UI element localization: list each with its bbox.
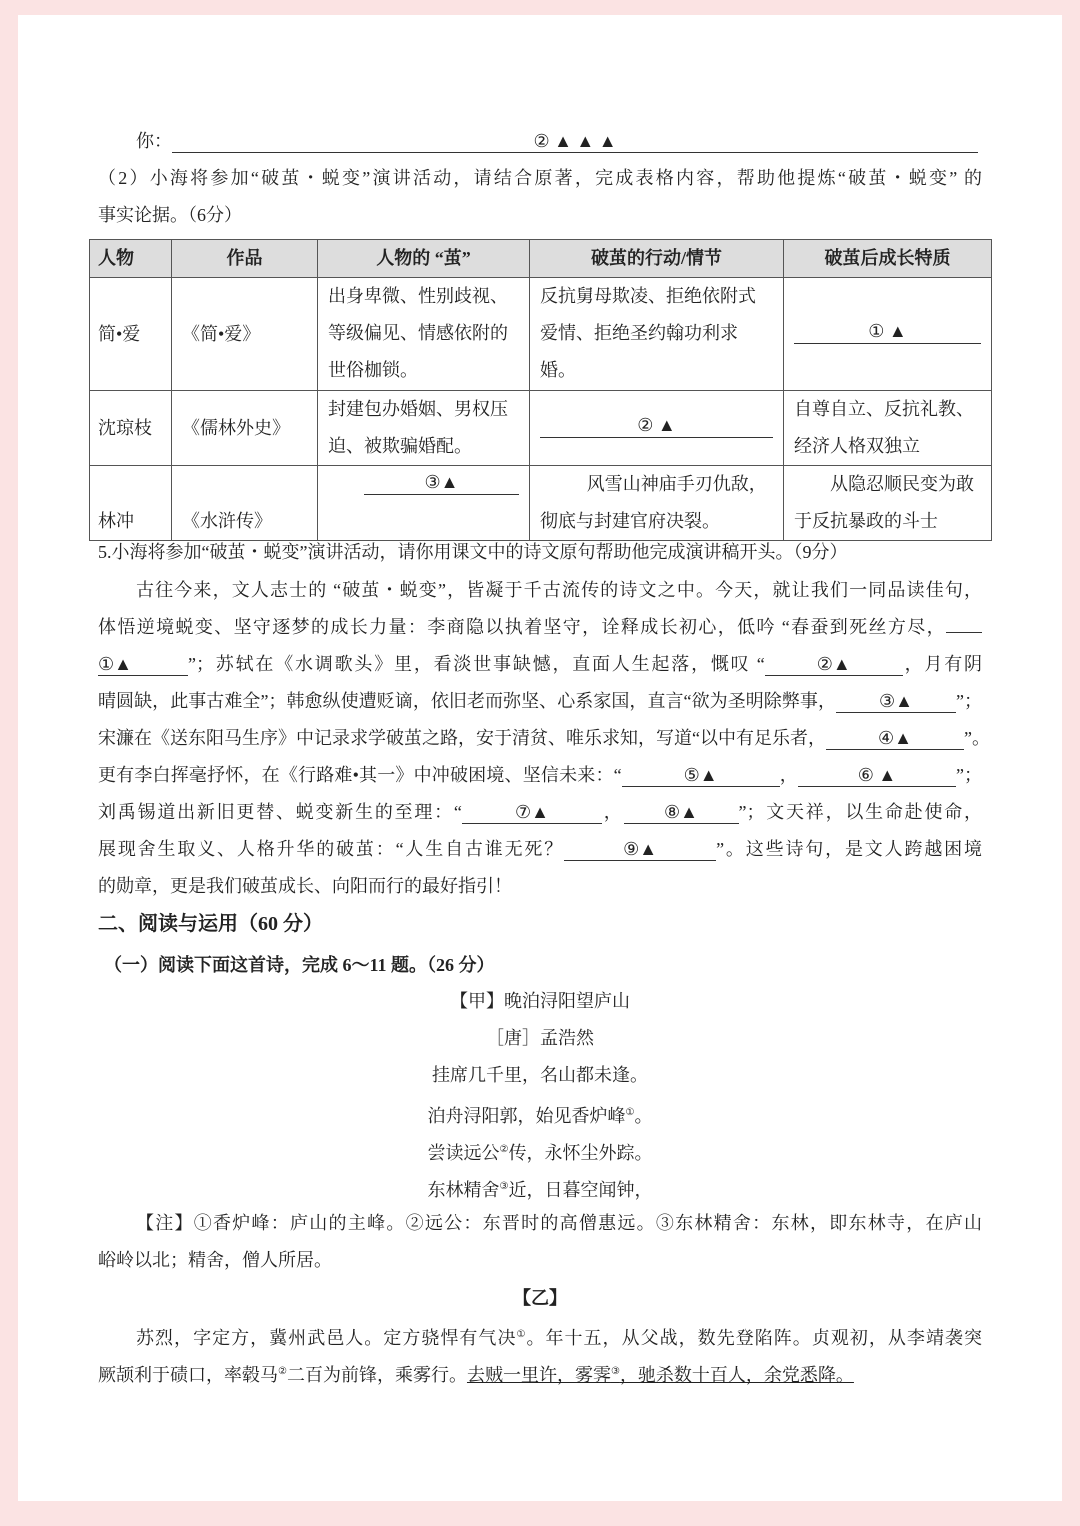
breaking-cocoon-table — [89, 239, 992, 541]
footnote-marker: ① — [625, 1107, 635, 1118]
cell-action — [530, 391, 784, 466]
answer-blank-8[interactable]: ⑧▲ — [624, 801, 739, 824]
q5-text: 体悟逆境蜕变、坚守逐梦的成长力量：李商隐以执着坚守，诠释成长初心，低吟 “春蚕到死丝方尽， — [98, 617, 946, 637]
table-row — [90, 466, 992, 541]
table-header-row — [90, 240, 992, 278]
passage-text: 二百为前锋，乘雾行。 — [286, 1365, 467, 1386]
poem-text: 。 — [634, 1106, 653, 1127]
underlined-sentence — [467, 1365, 854, 1386]
footnote-marker: ① — [516, 1329, 527, 1340]
cell-cocoon: 出身卑微、性别歧视、等级偏见、情感依附的世俗枷锁。 — [318, 278, 530, 391]
q5-line — [98, 652, 982, 676]
poem-line — [98, 1138, 982, 1162]
q5-line: 古往今来，文人志士的 “破茧・蜕变”，皆凝于千古流传的诗文之中。今天，就让我们一同品读佳句， — [136, 580, 982, 600]
answer-blank-2[interactable]: ②▲ — [765, 653, 903, 676]
poem-title: 【甲】晚泊浔阳望庐山 — [450, 991, 630, 1011]
q5-line — [98, 726, 990, 750]
cell-action: 风雪山神庙手刃仇敌，彻底与封建官府决裂。 — [530, 466, 784, 541]
cell-work: 《简•爱》 — [172, 278, 318, 391]
cell-action: 反抗舅母欺凌、拒绝依附式爱情、拒绝圣约翰功利求婚。 — [530, 278, 784, 391]
cell-cocoon — [318, 466, 530, 541]
answer-blank-6[interactable]: ⑥ ▲ — [798, 764, 956, 787]
cell-cocoon: 封建包办婚姻、男权压迫、被欺骗婚配。 — [318, 391, 530, 466]
passage-yi-line — [98, 1323, 982, 1347]
table-row — [90, 391, 992, 466]
answer-blank-2[interactable]: ② ▲ — [540, 413, 773, 438]
q5-line — [98, 800, 982, 824]
passage-text: ，驰杀数十百人，余党悉降。 — [619, 1365, 854, 1386]
q5-text: ”；苏轼在《水调歌头》里，看淡世事缺憾，直面人生起落，慨叹 “ — [188, 654, 765, 674]
cell-work: 《水浒传》 — [172, 466, 318, 541]
answer-blank-9[interactable]: ⑨▲ — [564, 838, 716, 861]
cell-trait: 从隐忍顺民变为敢于反抗暴政的斗士 — [784, 466, 992, 541]
poem-line — [98, 1064, 982, 1088]
cell-person: 简•爱 — [90, 278, 172, 391]
q5-text: 刘禹锡道出新旧更替、蜕变新生的至理：“ — [98, 802, 462, 822]
answer-blank-1-start[interactable] — [946, 632, 982, 633]
poem-text: 泊舟浔阳郭，始见香炉峰 — [427, 1106, 626, 1127]
q5-line — [98, 837, 982, 861]
footnote-marker: ② — [499, 1144, 509, 1155]
q5-text: 更有李白挥毫抒怀，在《行路难•其一》中冲破困境、坚信未来：“ — [98, 765, 622, 785]
passage-text: 厥颉利于碛口，率毂马 — [98, 1365, 278, 1386]
poem-text: 东林精舍 — [427, 1180, 500, 1201]
footnote-marker: ② — [278, 1366, 287, 1377]
passage-text: 。年十五，从父战，数先登陷阵。贞观初，从李靖袭突 — [526, 1328, 983, 1349]
q5-title: 5.小海将参加“破茧・蜕变”演讲活动，请你用课文中的诗文原句帮助他完成演讲稿开头。（9分） — [98, 542, 848, 562]
poem-notes: 峪岭以北；精舍，僧人所居。 — [98, 1250, 332, 1271]
q5-text: 晴圆缺，此事古难全”；韩愈纵使遭贬谪，依旧老而弥坚、心系家国，直言“欲为圣明除弊事， — [98, 691, 836, 711]
cell-trait: 自尊自立、反抗礼教、经济人格双独立 — [784, 391, 992, 466]
poem-text: 挂席几千里，名山都未逢。 — [432, 1065, 648, 1086]
table-row — [90, 278, 992, 391]
q5-text: 宋濂在《送东阳马生序》中记录求学破茧之路，安于清贫、唯乐求知，写道“以中有足乐者， — [98, 728, 826, 748]
poem-notes: 【注】①香炉峰：庐山的主峰。②远公：东晋时的高僧惠远。③东林精舍：东林，即东林寺，在庐山 — [136, 1213, 982, 1234]
answer-blank-3[interactable]: ③▲ — [836, 690, 956, 713]
cell-person: 沈琼枝 — [90, 391, 172, 466]
header-person: 人物 — [90, 240, 172, 278]
q5-text: ”； — [956, 691, 982, 711]
header-cocoon: 人物的 “茧” — [318, 240, 530, 278]
section-heading: 二、阅读与运用（60 分） — [98, 913, 323, 935]
poem-author: ［唐］孟浩然 — [486, 1028, 594, 1049]
q5-line — [98, 689, 982, 713]
q5-text: ， — [601, 802, 624, 822]
answer-blank-4[interactable]: ④▲ — [826, 727, 964, 750]
passage-yi-title: 【乙】 — [513, 1288, 567, 1308]
q5-text: ，月有阴 — [902, 654, 982, 674]
q5-text: ”；文天祥，以生命赴使命， — [738, 802, 983, 822]
poem-text: 尝读远公 — [427, 1143, 500, 1164]
cell-work: 《儒林外史》 — [172, 391, 318, 466]
answer-blank-5[interactable]: ⑤▲ — [622, 764, 780, 787]
q5-text: 展现舍生取义、人格升华的破茧：“人生自古谁无死？ — [98, 839, 565, 859]
poem-line — [98, 1101, 982, 1125]
footnote-marker: ③ — [610, 1366, 620, 1377]
answer-blank-3[interactable]: ③▲ — [364, 470, 519, 495]
q5-text: ， — [779, 765, 798, 785]
answer-blank-7[interactable]: ⑦▲ — [462, 801, 602, 824]
q4-part2-line1: （2）小海将参加“破茧・蜕变”演讲活动，请结合原著，完成表格内容，帮助他提炼“破茧・蜕变” 的 — [98, 168, 982, 188]
q5-text: ”。这些诗句，是文人跨越困境 — [716, 839, 982, 859]
poem-text: 传，永怀尘外踪。 — [508, 1143, 653, 1164]
passage-yi-line — [98, 1360, 982, 1384]
q4-part2-line2: 事实论据。（6分） — [98, 205, 242, 225]
footnote-marker: ③ — [499, 1181, 509, 1192]
subsection-heading: （一）阅读下面这首诗，完成 6～11 题。（26 分） — [104, 955, 495, 975]
header-action: 破茧的行动/情节 — [530, 240, 784, 278]
q5-line — [98, 615, 982, 639]
q5-line — [98, 763, 982, 787]
header-trait: 破茧后成长特质 — [784, 240, 992, 278]
answer-blank-1[interactable]: ① ▲ — [794, 319, 981, 344]
cell-person: 林冲 — [90, 466, 172, 541]
q5-line: 的勋章，更是我们破茧成长、向阳而行的最好指引！ — [98, 876, 512, 896]
header-work: 作品 — [172, 240, 318, 278]
exam-page — [18, 15, 1062, 1501]
poem-line — [98, 1175, 982, 1199]
passage-text: 去贼一里许，雾霁 — [466, 1365, 611, 1386]
q5-text: ”； — [956, 765, 982, 785]
cell-trait — [784, 278, 992, 391]
answer-blank-2[interactable]: ② ▲ ▲ ▲ — [172, 130, 978, 153]
you-answer-line — [136, 129, 982, 153]
answer-blank-1[interactable]: ①▲ — [98, 653, 188, 676]
you-label: 你： — [136, 131, 172, 151]
poem-text: 近，日暮空闻钟， — [508, 1180, 653, 1201]
q5-text: ”。 — [964, 728, 990, 748]
passage-text: 苏烈，字定方，冀州武邑人。定方骁悍有气决 — [136, 1328, 517, 1349]
